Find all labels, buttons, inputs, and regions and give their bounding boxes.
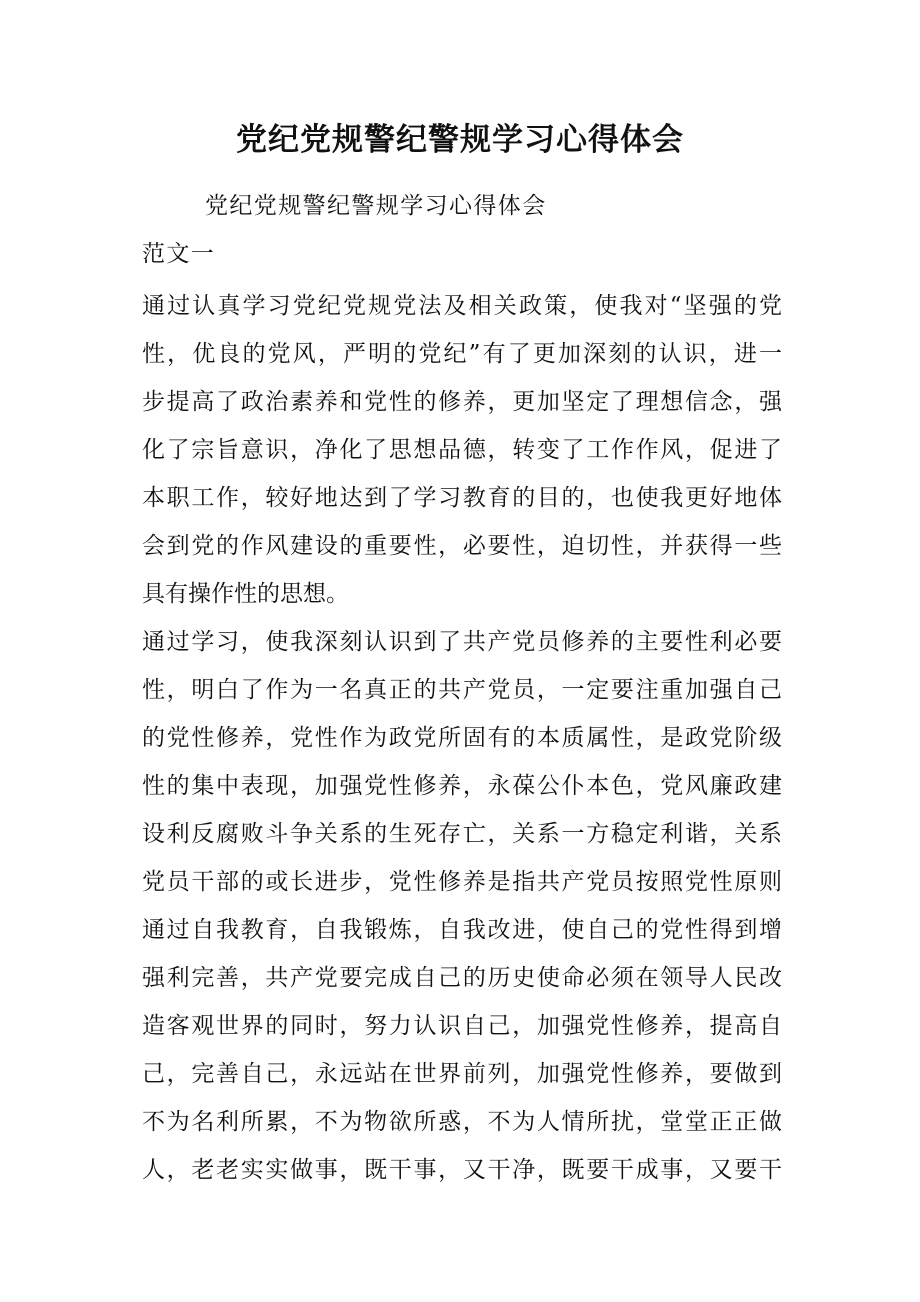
paragraph-line: 通过认真学习党纪党规党法及相关政策，使我对“坚强的党 <box>142 293 782 319</box>
paragraph-line: 本职工作，较好地达到了学习教育的目的，也使我更好地体 <box>142 485 782 511</box>
paragraph-line: 通过学习，使我深刻认识到了共产党员修养的主要性利必要 <box>142 629 782 655</box>
sample-label: 范文一 <box>142 241 216 267</box>
paragraph-line: 会到党的作风建设的重要性，必要性，迫切性，并获得一些 <box>142 533 782 559</box>
paragraph-line: 己，完善自己，永远站在世界前列，加强党性修养，要做到 <box>142 1061 782 1087</box>
paragraph-line: 性的集中表现，加强党性修养，永葆公仆本色，党风廉政建 <box>142 773 782 799</box>
paragraph-line: 通过自我教育，自我锻炼，自我改进，使自己的党性得到增 <box>142 917 782 943</box>
paragraph-line: 性，优良的党风，严明的党纪”有了更加深刻的认识，进一 <box>142 341 782 367</box>
paragraph-line: 设利反腐败斗争关系的生死存亡，关系一方稳定利谐，关系 <box>142 821 782 847</box>
paragraph-line: 造客观世界的同时，努力认识自己，加强党性修养，提高自 <box>142 1013 782 1039</box>
paragraph-line: 的党性修养，党性作为政党所固有的本质属性，是政党阶级 <box>142 725 782 751</box>
body-text <box>142 282 782 1194</box>
paragraph-2 <box>142 618 782 1194</box>
paragraph-line: 强利完善，共产党要完成自己的历史使命必须在领导人民改 <box>142 965 782 991</box>
paragraph-line: 不为名利所累，不为物欲所惑，不为人情所扰，堂堂正正做 <box>142 1109 782 1135</box>
paragraph-1 <box>142 282 782 618</box>
paragraph-line: 步提高了政治素养和党性的修养，更加坚定了理想信念，强 <box>142 389 782 415</box>
document-title: 党纪党规警纪警规学习心得体会 <box>236 122 684 158</box>
paragraph-line: 人，老老实实做事，既干事，又干净，既要干成事，又要干 <box>142 1157 782 1183</box>
paragraph-line: 化了宗旨意识，净化了思想品德，转变了工作作风，促进了 <box>142 437 782 463</box>
paragraph-line: 性，明白了作为一名真正的共产党员，一定要注重加强自己 <box>142 677 782 703</box>
document-subtitle: 党纪党规警纪警规学习心得体会 <box>205 193 547 219</box>
paragraph-line: 具有操作性的思想。 <box>142 581 349 607</box>
paragraph-line: 党员干部的或长进步，党性修养是指共产党员按照党性原则 <box>142 869 782 895</box>
